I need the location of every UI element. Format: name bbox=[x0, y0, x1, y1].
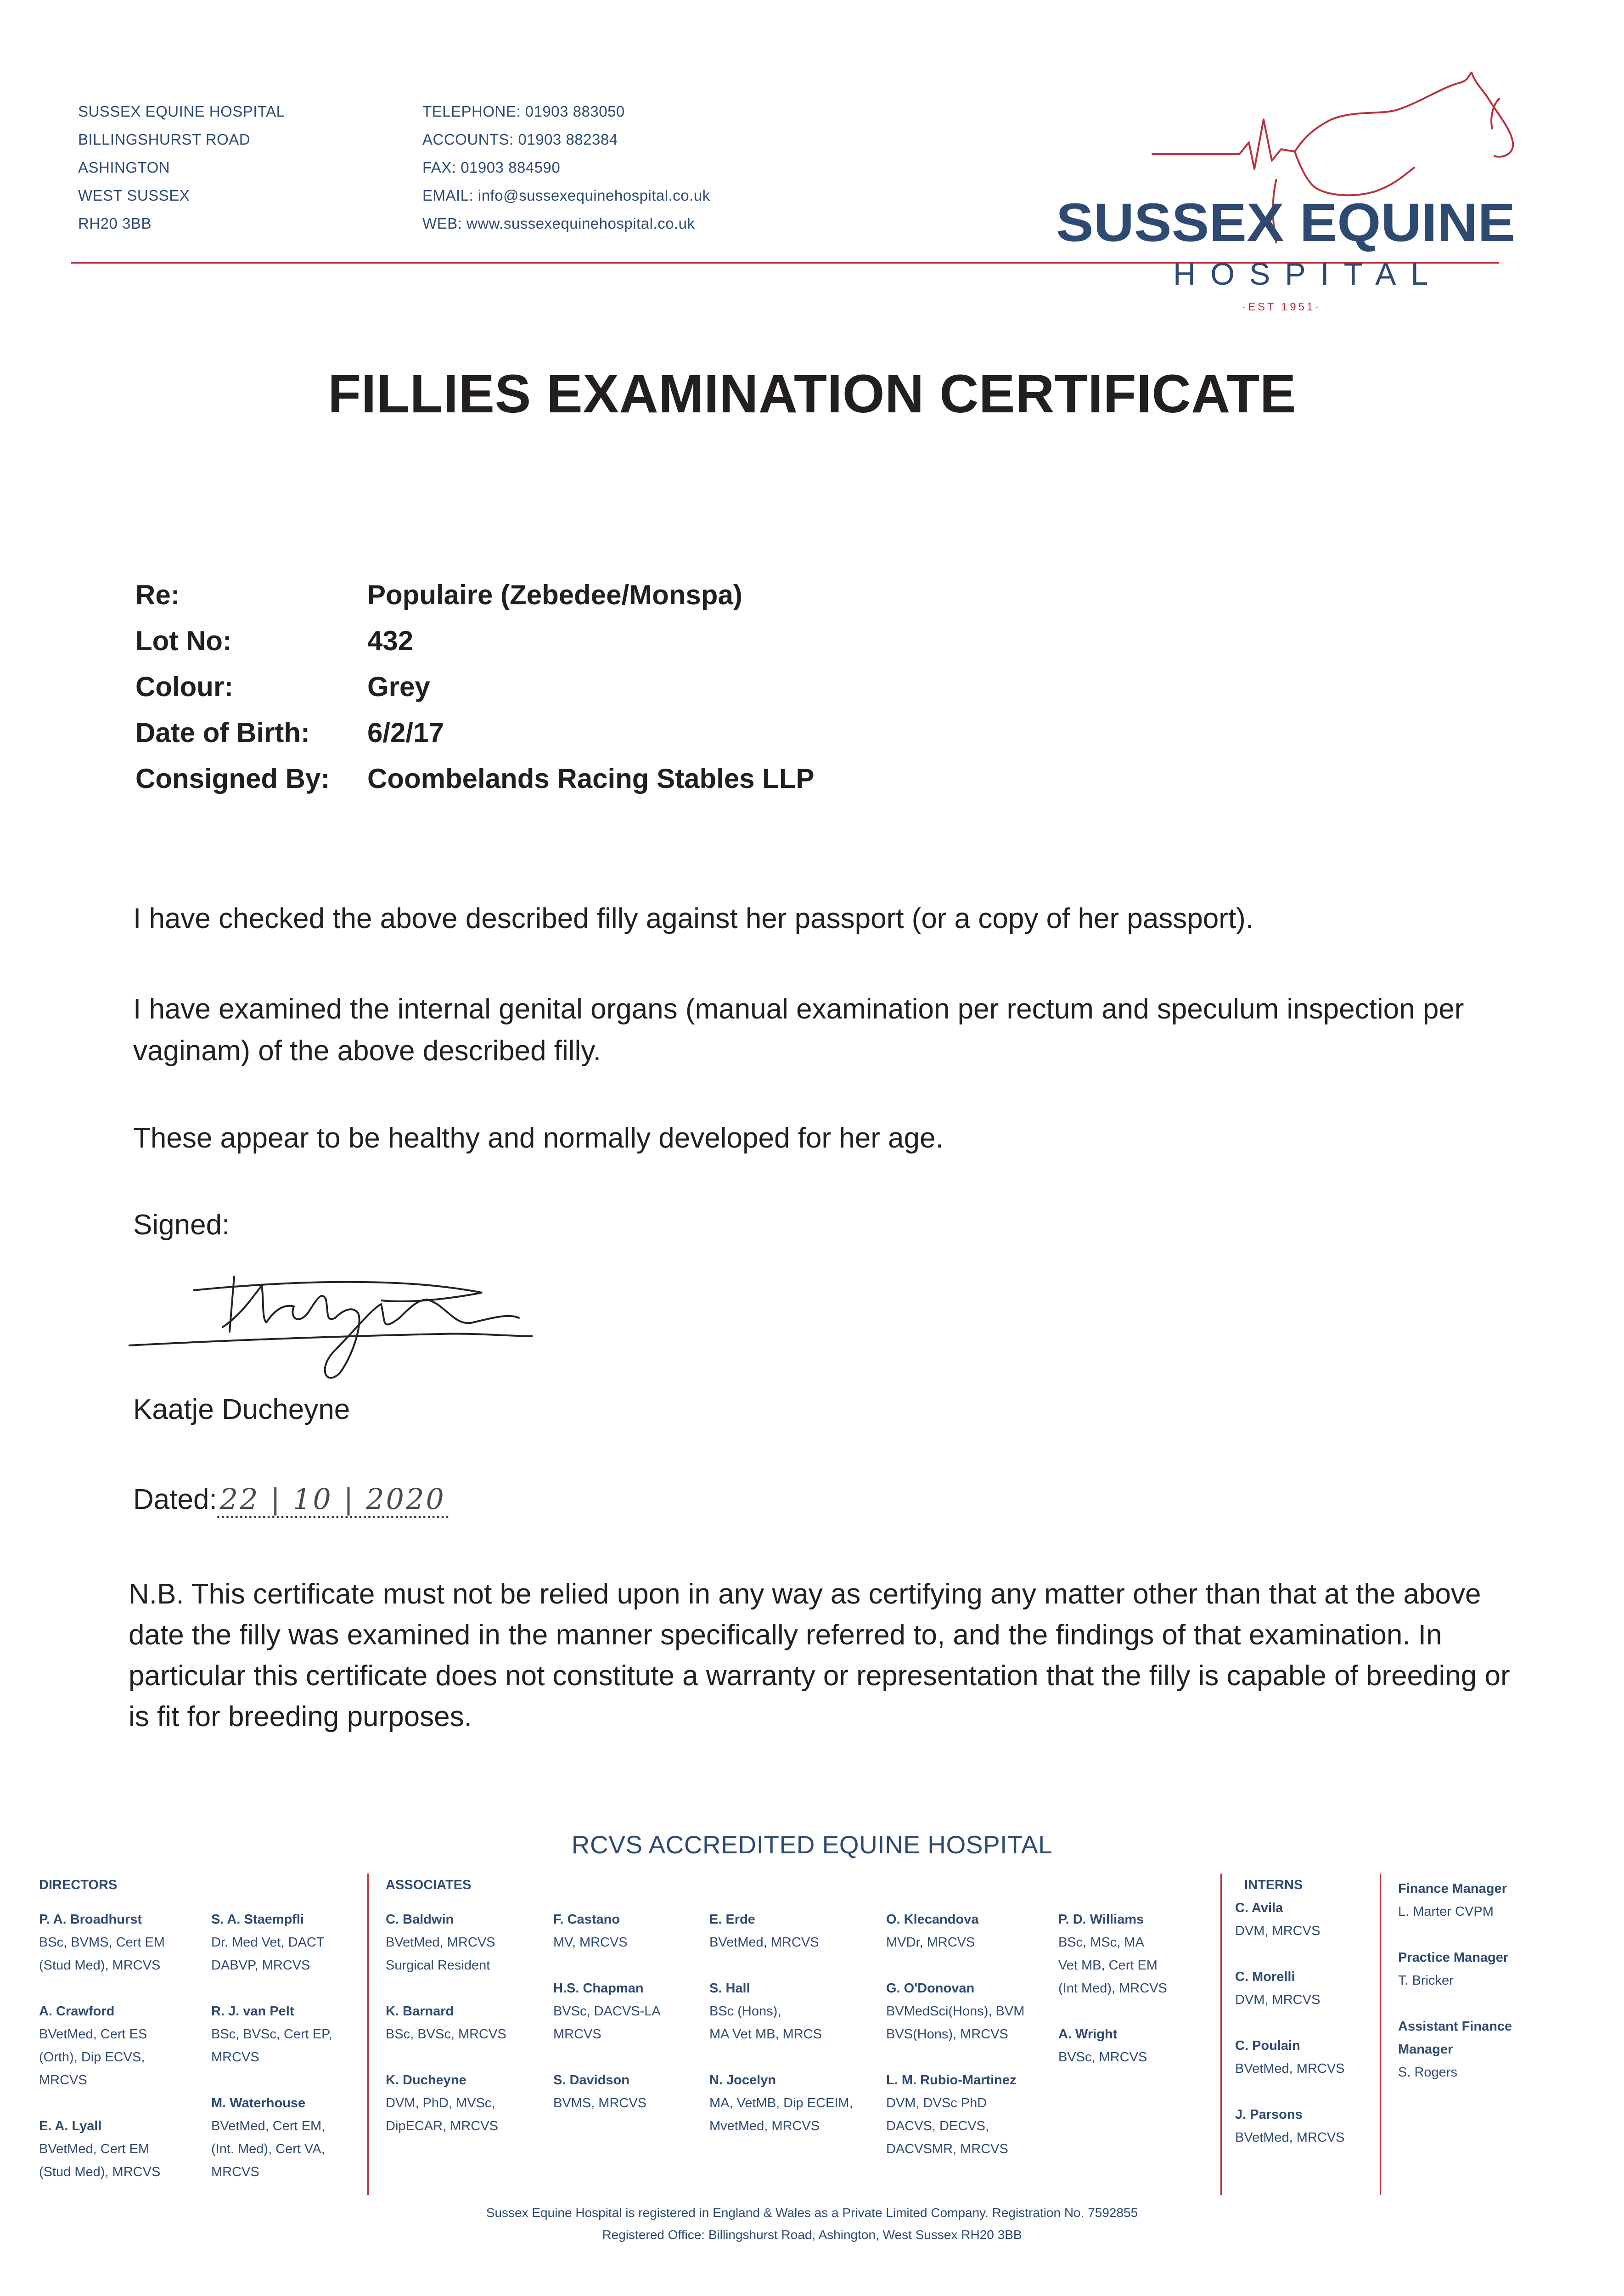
staff-quals: MRCVS bbox=[39, 2073, 87, 2088]
associates-heading: ASSOCIATES bbox=[386, 1878, 472, 1892]
staff-quals: BVetMed, Cert ES bbox=[39, 2027, 147, 2042]
staff-role: Practice Manager bbox=[1398, 1950, 1509, 1965]
detail-label: Consigned By: bbox=[135, 763, 330, 794]
staff-quals: BVetMed, MRCVS bbox=[1235, 2061, 1345, 2076]
detail-label: Date of Birth: bbox=[135, 717, 310, 748]
staff-quals: MA, VetMB, Dip ECEIM, bbox=[709, 2096, 853, 2110]
detail-row-colour bbox=[135, 664, 1329, 709]
directors-heading: DIRECTORS bbox=[39, 1878, 118, 1892]
staff-name: E. Erde bbox=[709, 1912, 755, 1927]
staff-role: Finance Manager bbox=[1398, 1881, 1507, 1896]
staff-quals: MRCVS bbox=[211, 2165, 259, 2179]
associates-column-1 bbox=[386, 1874, 542, 2138]
detail-row-lot bbox=[135, 618, 1329, 664]
detail-row-re bbox=[135, 572, 1329, 618]
detail-value: Grey bbox=[367, 671, 430, 702]
staff-name: R. J. van Pelt bbox=[211, 2004, 294, 2019]
detail-label: Re: bbox=[135, 579, 180, 610]
staff-quals: (Orth), Dip ECVS, bbox=[39, 2050, 145, 2065]
staff-name: S. A. Staempfli bbox=[211, 1912, 304, 1927]
contact-telephone: TELEPHONE: 01903 883050 bbox=[422, 103, 625, 120]
staff-quals: (Int. Med), Cert VA, bbox=[211, 2142, 325, 2156]
staff-name: O. Klecandova bbox=[886, 1912, 979, 1927]
associates-column-5 bbox=[1058, 1908, 1210, 2069]
staff-quals: DVM, PhD, MVSc, bbox=[386, 2096, 495, 2110]
staff-quals: BVetMed, MRCVS bbox=[1235, 2130, 1345, 2145]
contact-fax: FAX: 01903 884590 bbox=[422, 159, 561, 176]
staff-quals: BVMS, MRCVS bbox=[553, 2096, 647, 2110]
staff-quals: MVDr, MRCVS bbox=[886, 1935, 975, 1950]
staff-name: H.S. Chapman bbox=[553, 1981, 644, 1996]
staff-quals: BSc (Hons), bbox=[709, 2004, 781, 2019]
detail-value: 6/2/17 bbox=[367, 717, 444, 748]
staff-quals: MRCVS bbox=[211, 2050, 259, 2065]
contact-accounts: ACCOUNTS: 01903 882384 bbox=[422, 131, 618, 148]
staff-quals: BSc, MSc, MA bbox=[1058, 1935, 1144, 1950]
staff-name: S. Davidson bbox=[553, 2073, 629, 2088]
staff-quals: BVS(Hons), MRCVS bbox=[886, 2027, 1008, 2042]
staff-quals: (Int Med), MRCVS bbox=[1058, 1981, 1167, 1996]
management-column bbox=[1398, 1877, 1522, 2084]
staff-name: J. Parsons bbox=[1235, 2107, 1303, 2122]
staff-quals: S. Rogers bbox=[1398, 2065, 1457, 2080]
staff-quals: Vet MB, Cert EM bbox=[1058, 1958, 1158, 1973]
staff-quals: BVetMed, MRCVS bbox=[386, 1935, 495, 1950]
staff-name: P. A. Broadhurst bbox=[39, 1912, 142, 1927]
staff-role: Assistant Finance Manager bbox=[1398, 2019, 1512, 2057]
staff-name: C. Poulain bbox=[1235, 2038, 1300, 2053]
staff-quals: MvetMed, MRCVS bbox=[709, 2119, 820, 2133]
column-divider bbox=[1380, 1874, 1381, 2195]
detail-value: Populaire (Zebedee/Monspa) bbox=[367, 579, 742, 610]
address-line: ASHINGTON bbox=[78, 159, 170, 176]
detail-row-dob bbox=[135, 709, 1329, 755]
staff-name: K. Barnard bbox=[386, 2004, 454, 2019]
staff-quals: BVetMed, Cert EM, bbox=[211, 2119, 326, 2133]
staff-name: P. D. Williams bbox=[1058, 1912, 1144, 1927]
staff-quals: BSc, BVSc, Cert EP, bbox=[211, 2027, 332, 2042]
registration-info bbox=[0, 2202, 1624, 2246]
address-line: RH20 3BB bbox=[78, 215, 152, 232]
staff-quals: (Stud Med), MRCVS bbox=[39, 2165, 161, 2179]
associates-column-3 bbox=[709, 1908, 879, 2138]
staff-quals: MRCVS bbox=[553, 2027, 601, 2042]
logo-title: SUSSEX EQUINE bbox=[1056, 192, 1515, 253]
findings-statement: These appear to be healthy and normally developed for her age. bbox=[133, 1122, 944, 1154]
staff-name: G. O'Donovan bbox=[886, 1981, 975, 1996]
hospital-contact bbox=[422, 97, 710, 237]
staff-name: E. A. Lyall bbox=[39, 2119, 102, 2133]
registration-line: Sussex Equine Hospital is registered in England & Wales as a Private Limited Company. Registration No. 7592855 bbox=[486, 2206, 1138, 2220]
staff-quals: DVM, DVSc PhD bbox=[886, 2096, 987, 2110]
detail-label: Lot No: bbox=[135, 625, 232, 656]
dated-value: 22 | 10 | 2020 bbox=[217, 1482, 449, 1518]
staff-name: S. Hall bbox=[709, 1981, 750, 1996]
staff-quals: BSc, BVMS, Cert EM bbox=[39, 1935, 165, 1950]
associates-column-4 bbox=[886, 1908, 1056, 2161]
staff-name: L. M. Rubio-Martinez bbox=[886, 2073, 1017, 2088]
interns-heading: INTERNS bbox=[1244, 1878, 1303, 1892]
staff-quals: (Stud Med), MRCVS bbox=[39, 1958, 161, 1973]
examination-statement: I have examined the internal genital organs (manual examination per rectum and speculum inspection per vaginam) of the above described filly. bbox=[133, 993, 1464, 1067]
registered-office-line: Registered Office: Billingshurst Road, Ashington, West Sussex RH20 3BB bbox=[602, 2228, 1022, 2242]
staff-name: F. Castano bbox=[553, 1912, 620, 1927]
staff-quals: BVSc, MRCVS bbox=[1058, 2050, 1147, 2065]
staff-name: C. Baldwin bbox=[386, 1912, 454, 1927]
logo-horse-icon bbox=[1152, 73, 1513, 195]
contact-email: EMAIL: info@sussexequinehospital.co.uk bbox=[422, 187, 710, 204]
address-line: SUSSEX EQUINE HOSPITAL bbox=[78, 103, 285, 120]
staff-quals: DipECAR, MRCVS bbox=[386, 2119, 498, 2133]
directors-column-2 bbox=[211, 1908, 363, 2183]
dated-line bbox=[133, 1482, 449, 1516]
staff-quals: BVetMed, Cert EM bbox=[39, 2142, 150, 2156]
logo-subtitle: HOSPITAL bbox=[1173, 257, 1443, 292]
logo-est: ·EST 1951· bbox=[1242, 301, 1321, 313]
staff-quals: DVM, MRCVS bbox=[1235, 1924, 1321, 1938]
certificate-title: FILLIES EXAMINATION CERTIFICATE bbox=[328, 364, 1296, 424]
associates-column-2 bbox=[553, 1908, 696, 2115]
column-divider bbox=[1220, 1874, 1222, 2195]
staff-name: N. Jocelyn bbox=[709, 2073, 776, 2088]
staff-quals: BVMedSci(Hons), BVM bbox=[886, 2004, 1025, 2019]
staff-quals: DABVP, MRCVS bbox=[211, 1958, 310, 1973]
directors-column-1 bbox=[39, 1874, 195, 2183]
dated-label: Dated: bbox=[133, 1484, 217, 1515]
horse-details bbox=[135, 572, 1329, 801]
staff-quals: Surgical Resident bbox=[386, 1958, 490, 1973]
detail-row-consigned bbox=[135, 755, 1329, 801]
disclaimer-note: N.B. This certificate must not be relied upon in any way as certifying any matter other than that at the above date the filly was examined in the manner specifically referred to, and the findings of that examination. In particular this certificate does not constitute a warranty or representation that the filly is capable of breeding or is fit for breeding purposes. bbox=[129, 1578, 1510, 1733]
signature-image bbox=[124, 1249, 546, 1387]
staff-name: A. Wright bbox=[1058, 2027, 1118, 2042]
detail-label: Colour: bbox=[135, 671, 234, 702]
accreditation-heading: RCVS ACCREDITED EQUINE HOSPITAL bbox=[571, 1830, 1053, 1859]
staff-name: C. Morelli bbox=[1235, 1970, 1295, 1984]
staff-quals: DACVS, DECVS, bbox=[886, 2119, 989, 2133]
hospital-logo bbox=[1056, 60, 1515, 335]
staff-quals: DACVSMR, MRCVS bbox=[886, 2142, 1008, 2156]
staff-quals: DVM, MRCVS bbox=[1235, 1992, 1321, 2007]
staff-quals: BSc, BVSc, MRCVS bbox=[386, 2027, 506, 2042]
staff-name: M. Waterhouse bbox=[211, 2096, 306, 2110]
address-line: WEST SUSSEX bbox=[78, 187, 190, 204]
detail-value: Coombelands Racing Stables LLP bbox=[367, 763, 815, 794]
signed-label: Signed: bbox=[133, 1209, 230, 1241]
passport-check-statement: I have checked the above described filly against her passport (or a copy of her passport). bbox=[133, 903, 1254, 934]
staff-name: A. Crawford bbox=[39, 2004, 115, 2019]
staff-quals: MA Vet MB, MRCS bbox=[709, 2027, 822, 2042]
staff-quals: Dr. Med Vet, DACT bbox=[211, 1935, 325, 1950]
staff-name: C. Avila bbox=[1235, 1901, 1283, 1915]
column-divider bbox=[367, 1874, 369, 2195]
signer-name: Kaatje Ducheyne bbox=[133, 1394, 350, 1425]
address-line: BILLINGSHURST ROAD bbox=[78, 131, 251, 148]
staff-quals: T. Bricker bbox=[1398, 1973, 1454, 1988]
detail-value: 432 bbox=[367, 625, 414, 656]
staff-quals: L. Marter CVPM bbox=[1398, 1904, 1494, 1919]
interns-column bbox=[1235, 1874, 1373, 2149]
staff-name: K. Ducheyne bbox=[386, 2073, 466, 2088]
staff-quals: BVSc, DACVS-LA bbox=[553, 2004, 661, 2019]
hospital-address bbox=[78, 97, 285, 237]
contact-web: WEB: www.sussexequinehospital.co.uk bbox=[422, 215, 695, 232]
staff-quals: MV, MRCVS bbox=[553, 1935, 628, 1950]
staff-quals: BVetMed, MRCVS bbox=[709, 1935, 819, 1950]
